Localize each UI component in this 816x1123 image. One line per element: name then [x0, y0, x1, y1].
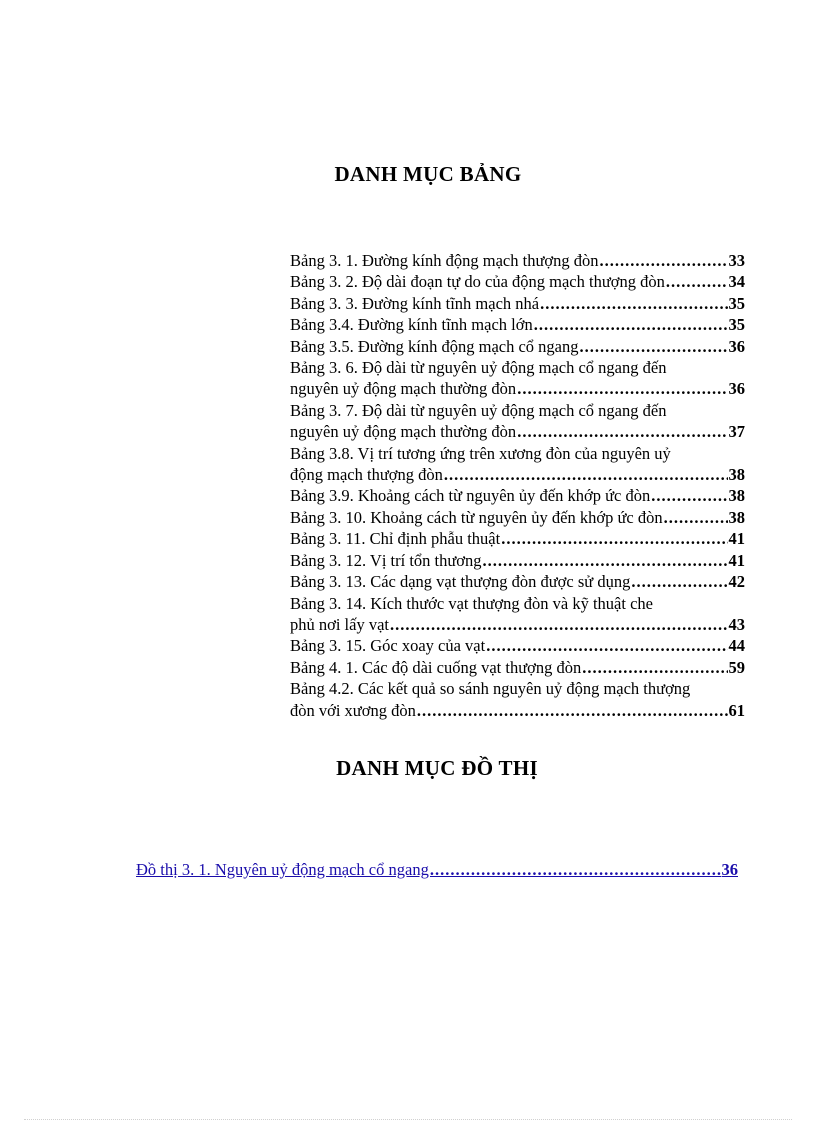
entry-title: Bảng 3. 12. Vị trí tổn thương	[290, 550, 482, 570]
dot-leader	[517, 421, 727, 442]
dot-leader	[651, 485, 727, 506]
table-entry	[290, 528, 745, 549]
dot-leader	[444, 464, 728, 485]
chart-entry-link[interactable]	[136, 859, 738, 880]
entry-title: Đồ thị 3. 1. Nguyên uỷ động mạch cổ ngang	[136, 860, 429, 879]
table-entry	[290, 550, 745, 571]
dot-leader	[599, 250, 727, 271]
table-entry	[290, 635, 745, 656]
dot-leader	[540, 293, 727, 314]
dot-leader	[631, 571, 727, 592]
entry-title: đòn với xương đòn	[290, 700, 416, 720]
entry-title-line: Bảng 3. 7. Độ dài từ nguyên uỷ động mạch cổ ngang đến	[290, 400, 667, 420]
entry-title: động mạch thượng đòn	[290, 465, 443, 485]
table-entry	[290, 593, 745, 636]
entry-title: Bảng 3. 2. Độ dài đoạn tự do của động mạch thượng đòn	[290, 272, 665, 292]
table-entry	[290, 657, 745, 678]
page-number: 43	[728, 614, 745, 634]
charts-list[interactable]	[136, 859, 738, 880]
page-number: 36	[721, 860, 738, 879]
entry-title-line: Bảng 4.2. Các kết quả so sánh nguyên uỷ động mạch thượng	[290, 679, 691, 699]
page-number: 38	[728, 507, 745, 527]
dot-leader	[664, 507, 728, 528]
entry-title: Bảng 3. 10. Khoảng cách từ nguyên ủy đến khớp ức đòn	[290, 507, 663, 527]
entry-title: Bảng 3. 15. Góc xoay của vạt	[290, 636, 486, 656]
entry-title: Bảng 3. 1. Đường kính động mạch thượng đòn	[290, 251, 599, 270]
entry-title-line: Bảng 3. 6. Độ dài từ nguyên uỷ động mạch cổ ngang đến	[290, 358, 667, 378]
entry-title: phủ nơi lấy vạt	[290, 614, 389, 634]
entry-title: Bảng 3.9. Khoảng cách từ nguyên ủy đến khớp ức đòn	[290, 486, 651, 506]
entry-title-line: Bảng 3.8. Vị trí tương ứng trên xương đòn của nguyên uỷ	[290, 443, 671, 463]
dot-leader	[666, 271, 728, 292]
table-entry	[290, 571, 745, 592]
dot-leader	[582, 657, 727, 678]
entry-title: Bảng 4. 1. Các độ dài cuống vạt thượng đòn	[290, 657, 582, 677]
dot-leader	[534, 314, 728, 335]
table-entry	[290, 250, 745, 271]
dot-leader	[390, 614, 728, 635]
page-number: 38	[728, 465, 745, 485]
page-number: 35	[728, 293, 745, 313]
page-number: 33	[728, 251, 745, 270]
page-number: 38	[728, 486, 745, 506]
page-number: 59	[728, 657, 745, 677]
table-entry	[290, 314, 745, 335]
dot-leader	[430, 859, 721, 880]
entry-title: Bảng 3. 13. Các dạng vạt thượng đòn được sử dụng	[290, 572, 631, 592]
table-entry	[290, 271, 745, 292]
page-number: 42	[728, 572, 745, 592]
table-entry	[290, 293, 745, 314]
tables-list	[290, 250, 745, 721]
page-number: 41	[728, 550, 745, 570]
page-number: 35	[728, 315, 745, 335]
page-number: 34	[728, 272, 745, 292]
page-number: 36	[728, 336, 745, 356]
table-entry	[290, 485, 745, 506]
page-number: 37	[728, 422, 745, 442]
dot-leader	[580, 336, 728, 357]
entry-title: nguyên uỷ động mạch thường đòn	[290, 379, 517, 399]
table-entry	[290, 507, 745, 528]
dot-leader	[501, 528, 727, 549]
entry-title: Bảng 3. 3. Đường kính tĩnh mạch nhá	[290, 293, 540, 313]
table-entry	[290, 357, 745, 400]
entry-title-line: Bảng 3. 14. Kích thước vạt thượng đòn và kỹ thuật che	[290, 593, 653, 613]
table-entry	[290, 400, 745, 443]
table-entry	[290, 336, 745, 357]
entry-title: Bảng 3.5. Đường kính động mạch cổ ngang	[290, 336, 579, 356]
charts-heading: DANH MỤC ĐỒ THỊ	[336, 756, 538, 780]
page-number: 44	[728, 636, 745, 656]
table-entry	[290, 678, 745, 721]
page-edge	[24, 1119, 792, 1120]
entry-title: Bảng 3. 11. Chỉ định phẫu thuật	[290, 529, 501, 549]
dot-leader	[417, 700, 728, 721]
dot-leader	[517, 378, 727, 399]
entry-title: nguyên uỷ động mạch thường đòn	[290, 422, 517, 442]
page-number: 61	[728, 700, 745, 720]
entry-title: Bảng 3.4. Đường kính tĩnh mạch lớn	[290, 315, 533, 335]
table-entry	[290, 443, 745, 486]
dot-leader	[483, 550, 728, 571]
page-number: 41	[728, 529, 745, 549]
page-number: 36	[728, 379, 745, 399]
dot-leader	[486, 635, 727, 656]
tables-heading: DANH MỤC BẢNG	[334, 162, 522, 186]
